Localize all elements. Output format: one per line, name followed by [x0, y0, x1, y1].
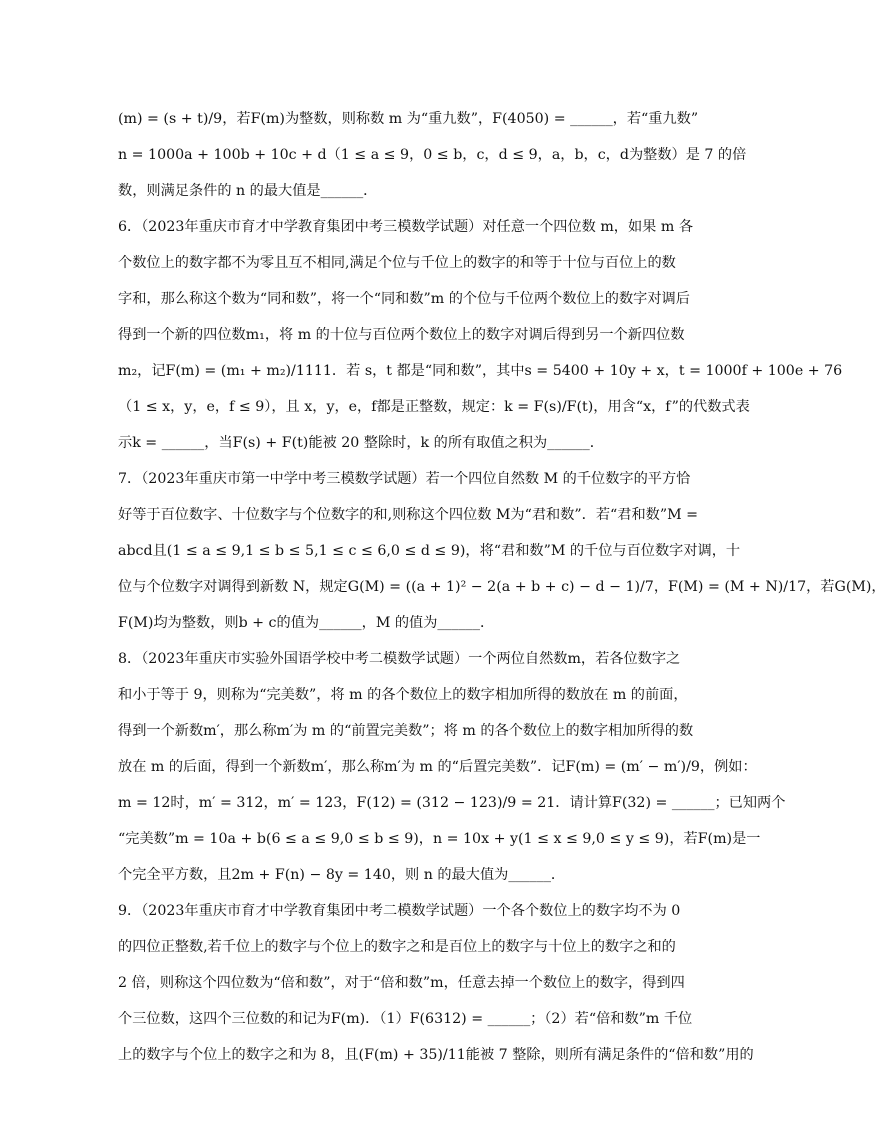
text-line: 个数位上的数字都不为零且互不相同,满足个位与千位上的数字的和等于十位与百位上的数 [118, 255, 676, 271]
text-line: 好等于百位数字、十位数字与个位数字的和,则称这个四位数 M为“君和数”．若“君和数”M = [118, 507, 699, 523]
text-line: 得到一个新的四位数m₁，将 m 的十位与百位两个数位上的数字对调后得到另一个新四位数 [118, 327, 685, 343]
text-line: 个三位数，这四个三位数的和记为F(m)．（1）F(6312) = ______；（2）若“倍和数”m 千位 [118, 1011, 693, 1027]
question-6-line: 6．（2023年重庆市育才中学教育集团中考三模数学试题）对任意一个四位数 m，如果 m 各 [118, 219, 694, 235]
text-line: 的四位正整数,若千位上的数字与个位上的数字之和是百位上的数字与十位上的数字之和的 [118, 939, 676, 955]
text-line: F(M)均为整数，则b + c的值为______，M 的值为______． [118, 615, 495, 631]
text-line: m = 12时，m′ = 312，m′ = 123，F(12) = (312 − 123)/9 = 21．请计算F(32) = ______；已知两个 [118, 795, 786, 811]
text-line: 2 倍，则称这个四位数为“倍和数”，对于“倍和数”m，任意去掉一个数位上的数字，得到四 [118, 975, 685, 991]
question-7-line: 7．（2023年重庆市第一中学中考三模数学试题）若一个四位自然数 M 的千位数字的平方恰 [118, 471, 691, 487]
text-line: 位与个位数字对调得到新数 N，规定G(M) = ((a + 1)² − 2(a + b + c) − d − 1)/7，F(M) = (M + N)/17，若G(M)， [118, 579, 886, 595]
question-8-line: 8．（2023年重庆市实验外国语学校中考二模数学试题）一个两位自然数m，若各位数字之 [118, 651, 681, 667]
text-line: 放在 m 的后面，得到一个新数m′，那么称m′为 m 的“后置完美数”．记F(m) = (m′ − m′)/9，例如： [118, 759, 757, 775]
text-line: 和小于等于 9，则称为“完美数”，将 m 的各个数位上的数字相加所得的数放在 m 的前面， [118, 687, 688, 703]
text-line: 个完全平方数，且2m + F(n) − 8y = 140，则 n 的最大值为______． [118, 867, 566, 883]
text-line: 字和，那么称这个数为“同和数”，将一个“同和数”m 的个位与千位两个数位上的数字对调后 [118, 291, 690, 307]
question-9-line: 9．（2023年重庆市育才中学教育集团中考二模数学试题）一个各个数位上的数字均不为 0 [118, 903, 681, 919]
text-line: 示k = ______，当F(s) + F(t)能被 20 整除时，k 的所有取值之积为______． [118, 435, 604, 451]
page-content [118, 101, 886, 1073]
text-line: m₂，记F(m) = (m₁ + m₂)/1111．若 s，t 都是“同和数”，其中s = 5400 + 10y + x，t = 1000f + 100e + 76 [118, 363, 843, 379]
text-line: n = 1000a + 100b + 10c + d（1 ≤ a ≤ 9，0 ≤ b，c，d ≤ 9，a，b，c，d为整数）是 7 的倍 [118, 147, 747, 163]
text-line: 得到一个新数m′，那么称m′为 m 的“前置完美数”；将 m 的各个数位上的数字相加所得的数 [118, 723, 694, 739]
text-line: (m) = (s + t)/9，若F(m)为整数，则称数 m 为“重九数”，F(4050) = ______，若“重九数” [118, 111, 699, 127]
text-line: abcd且(1 ≤ a ≤ 9,1 ≤ b ≤ 5,1 ≤ c ≤ 6,0 ≤ d ≤ 9)，将“君和数”M 的千位与百位数字对调，十 [118, 543, 741, 559]
text-line: 上的数字与个位上的数字之和为 8，且(F(m) + 35)/11能被 7 整除，则所有满足条件的“倍和数”用的 [118, 1047, 754, 1063]
text-line: （1 ≤ x，y，e，f ≤ 9），且 x，y，e，f都是正整数，规定：k = F(s)/F(t)，用含“x，f”的代数式表 [118, 399, 750, 415]
text-line: 数，则满足条件的 n 的最大值是______． [118, 183, 378, 199]
text-line: “完美数”m = 10a + b(6 ≤ a ≤ 9,0 ≤ b ≤ 9)，n = 10x + y(1 ≤ x ≤ 9,0 ≤ y ≤ 9)，若F(m)是一 [118, 831, 761, 847]
